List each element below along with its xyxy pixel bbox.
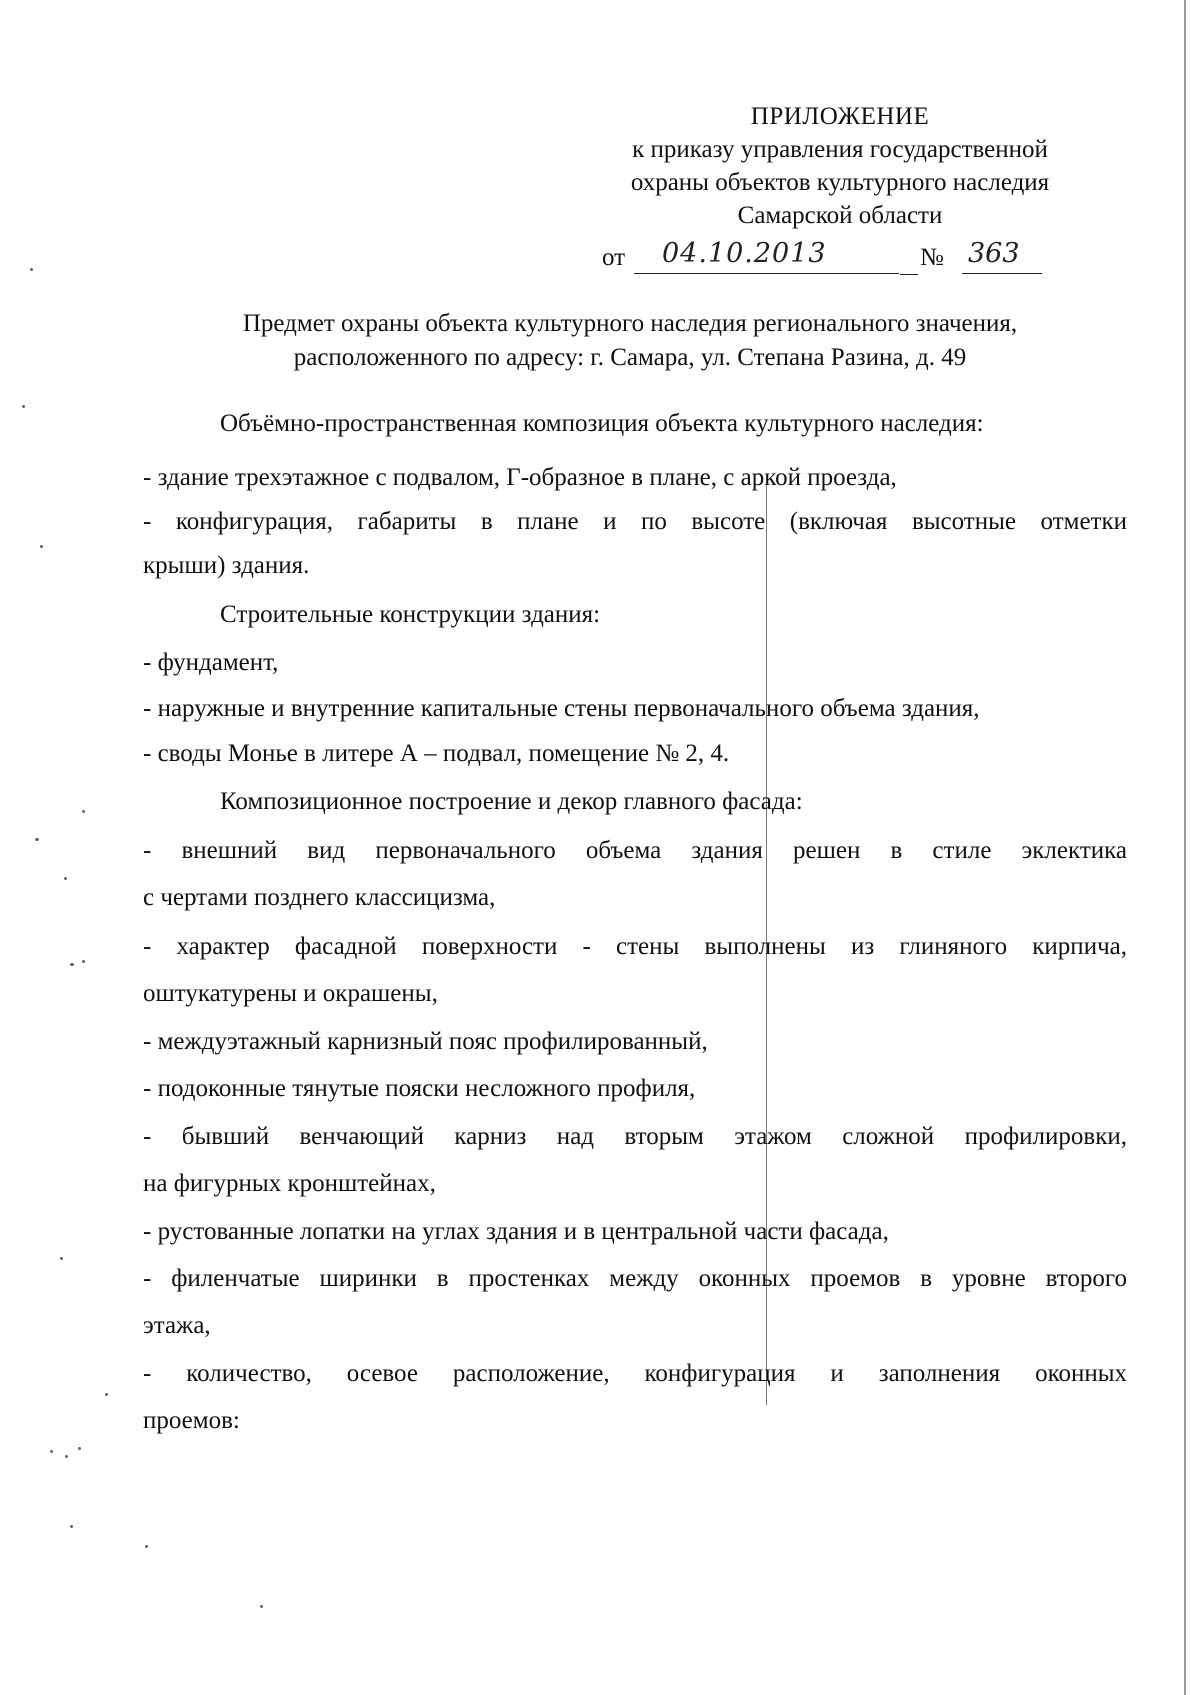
- order-number-handwritten: 363: [962, 238, 1042, 274]
- document-title: [130, 307, 1130, 375]
- order-underline-gap: [900, 274, 918, 275]
- body-line: крыши) здания.: [143, 552, 310, 579]
- scan-speck: [30, 268, 33, 271]
- body-line: - конфигурация, габариты в плане и по высоте (включая высотные отметки: [143, 508, 1127, 535]
- scan-speck: [145, 1545, 148, 1548]
- appendix-title: ПРИЛОЖЕНИЕ: [750, 103, 930, 130]
- body-line: оштукатурены и окрашены,: [143, 980, 438, 1007]
- scan-speck: [105, 1393, 108, 1396]
- section-heading-facade: Композиционное построение и декор главного фасада:: [220, 788, 803, 815]
- body-line: - подоконные тянутые пояски несложного профиля,: [143, 1075, 696, 1102]
- appendix-header: [590, 100, 1090, 232]
- appendix-line-2: охраны объектов культурного наследия: [630, 169, 1050, 196]
- scan-speck: [64, 877, 67, 880]
- document-title-line-1: Предмет охраны объекта культурного наследия регионального значения,: [242, 310, 1018, 337]
- body-line: на фигурных кронштейнах,: [143, 1170, 436, 1197]
- body-line: с чертами позднего классицизма,: [143, 884, 496, 911]
- scan-speck: [40, 545, 43, 548]
- order-number-label: №: [920, 244, 944, 271]
- scan-speck: [82, 810, 85, 813]
- scan-speck: [65, 1455, 68, 1458]
- body-line: - наружные и внутренние капитальные стены первоначального объема здания,: [143, 695, 980, 722]
- order-prefix: от: [602, 244, 626, 271]
- body-line: - рустованные лопатки на углах здания и в центральной части фасада,: [143, 1218, 889, 1245]
- scan-speck: [22, 405, 25, 408]
- scan-edge-line: [1184, 0, 1186, 1695]
- body-line: этажа,: [143, 1312, 211, 1339]
- scan-speck: [260, 1605, 263, 1608]
- scan-speck: [78, 1447, 81, 1450]
- scan-speck: [60, 1257, 63, 1260]
- appendix-line-1: к приказу управления государственной: [632, 136, 1048, 163]
- body-line: - количество, осевое расположение, конфигурация и заполнения оконных: [143, 1360, 1127, 1387]
- scan-speck: [70, 1525, 73, 1528]
- body-line: - характер фасадной поверхности - стены выполнены из глиняного кирпича,: [143, 933, 1127, 960]
- body-line: - внешний вид первоначального объема здания решен в стиле эклектика: [143, 837, 1127, 864]
- section-heading-structures: Строительные конструкции здания:: [220, 601, 601, 628]
- body-line: проемов:: [143, 1407, 240, 1434]
- document-title-line-2: расположенного по адресу: г. Самара, ул. Степана Разина, д. 49: [293, 344, 967, 371]
- scan-speck: [82, 960, 85, 963]
- body-line: - междуэтажный карнизный пояс профилированный,: [143, 1028, 708, 1055]
- body-line: - филенчатые ширинки в простенках между оконных проемов в уровне второго: [143, 1265, 1127, 1292]
- body-line: - своды Монье в литере А – подвал, помещение № 2, 4.: [143, 740, 730, 767]
- scan-speck: [50, 1450, 53, 1453]
- order-reference: [602, 238, 1087, 280]
- appendix-line-3: Самарской области: [737, 202, 943, 229]
- scan-speck: [35, 838, 39, 841]
- body-line: - бывший венчающий карниз над вторым этажом сложной профилировки,: [143, 1123, 1127, 1150]
- scan-speck: [70, 963, 74, 966]
- order-date-handwritten: 04.10.2013: [634, 238, 899, 274]
- section-heading-volume: Объёмно-пространственная композиция объекта культурного наследия:: [220, 410, 984, 437]
- body-line: - здание трехэтажное с подвалом, Г-образное в плане, с аркой проезда,: [143, 464, 897, 491]
- body-line: - фундамент,: [143, 649, 279, 676]
